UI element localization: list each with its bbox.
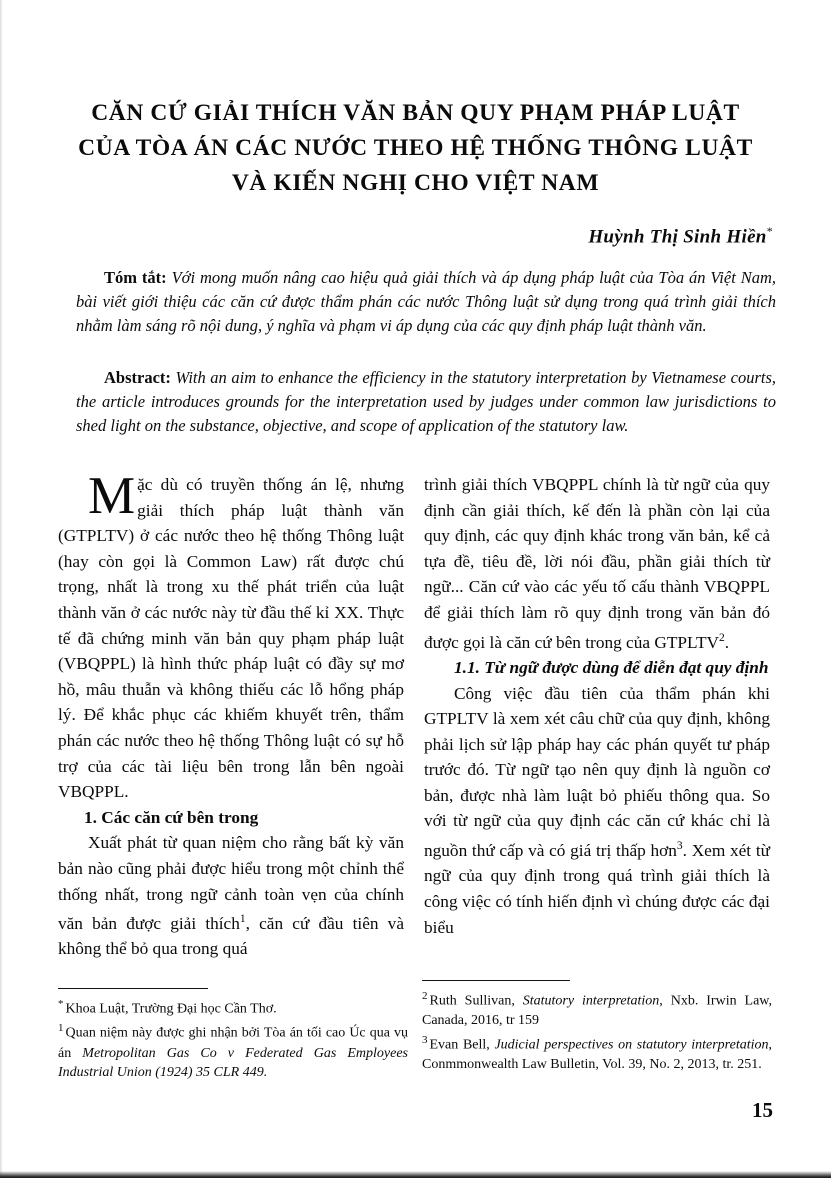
footnote-item-3: [422, 1031, 772, 1075]
footnote-3-text-after: , Conmmonwealth Law Bulletin, Vol. 39, No. 2, 2013, tr. 251.: [422, 1037, 772, 1073]
paragraph-section-1: [58, 830, 404, 962]
scan-edge-left: [0, 0, 3, 1178]
footnote-2-text-before: Ruth Sullivan,: [429, 993, 523, 1009]
paragraph-continued-part2: .: [724, 632, 730, 652]
footnote-separator-right: [422, 980, 570, 981]
page-number: 15: [752, 1098, 773, 1122]
footnote-marker-2: 2: [422, 990, 428, 1002]
abstract-english: [76, 366, 776, 439]
paragraph-continued: [424, 472, 770, 655]
footnote-2-citation: Statutory interpretation: [522, 993, 660, 1009]
title-line-3: VÀ KIẾN NGHỊ CHO VIỆT NAM: [231, 170, 600, 196]
footnotes-left: [58, 988, 408, 1083]
footnote-1-text-before: Quan niệm này được ghi nhận bởi Tòa án tối cao Úc qua vụ án: [58, 1025, 408, 1061]
footnote-item-2: [422, 987, 772, 1031]
heading-subsection-1-1: 1.1. Từ ngữ được dùng để diễn đạt quy định: [454, 657, 769, 677]
abstract-en-label: Abstract:: [104, 368, 171, 387]
footnote-2-text-after: , Nxb. Irwin Law, Canada, 2016, tr 159: [422, 993, 772, 1029]
abstract-vi-text: Với mong muốn nâng cao hiệu quả giải thích và áp dụng pháp luật của Tòa án Việt Nam, bài viết giới thiệu các căn cứ được thẩm phán các nước Thông luật sử dụng trong quá trình giải thích nhằm làm sáng rõ nội dung, ý nghĩa và phạm vi áp dụng của các quy định pháp luật thành văn.: [76, 268, 776, 336]
body-column-right: [424, 472, 770, 940]
scan-edge-bottom: [0, 1171, 831, 1178]
footnote-ref-3[interactable]: 3: [676, 840, 683, 853]
paragraph-subsection-1-1-part1: Công việc đầu tiên của thẩm phán khi GTPLTV là xem xét câu chữ của quy định, không phải lịch sử lập pháp hay các phán quyết tư pháp trước đó. Từ ngữ tạo nên quy định là nguồn cơ bản, được nhà làm luật bỏ phiếu thông qua. So với từ ngữ của quy định các căn cứ khác chỉ là nguồn thứ cấp và có giá trị thấp hơn: [424, 683, 770, 860]
footnote-text-star: Khoa Luật, Trường Đại học Cần Thơ.: [65, 1001, 277, 1017]
article-title: [58, 96, 773, 201]
author-name: Huỳnh Thị Sinh Hiền: [588, 226, 767, 248]
author-footnote-marker: *: [766, 224, 773, 238]
footnote-marker-3: 3: [422, 1033, 428, 1046]
paragraph-section-1-part2: , căn cứ đầu tiên và không thể bỏ qua trong quá: [58, 913, 404, 959]
title-line-2: CỦA TÒA ÁN CÁC NƯỚC THEO HỆ THỐNG THÔNG LUẬT: [78, 135, 753, 161]
footnote-3-citation: Judicial perspectives on statutory interpretation: [494, 1037, 769, 1053]
paragraph-continued-part1: trình giải thích VBQPPL chính là từ ngữ của quy định cần giải thích, kế đến là phần còn lại của quy định, các quy định khác trong văn bản, kể cả tựa đề, tiêu đề, lời nói đầu, phần giải thích từ ngữ... Căn cứ vào các yếu tố cấu thành VBQPPL để giải thích làm rõ quy định trong văn bản đó được gọi là căn cứ bên trong của GTPLTV: [424, 475, 770, 652]
body-column-left: [58, 467, 404, 962]
paragraph-subsection-1-1: [424, 681, 770, 941]
footnote-separator-left: [58, 988, 208, 989]
author-byline: [58, 224, 773, 248]
footnote-marker-star: *: [58, 998, 64, 1010]
footnote-ref-1[interactable]: 1: [239, 913, 246, 926]
footnotes-right: [422, 980, 772, 1075]
footnote-1-citation: Metropolitan Gas Co v Federated Gas Employees Industrial Union (1924) 35 CLR 449.: [58, 1045, 408, 1081]
paragraph-subsection-1-1-part2: . Xem xét từ ngữ của quy định trong quá trình giải thích là công việc có tính hiến định vì chúng được các đại biểu: [424, 840, 770, 937]
heading-section-1: 1. Các căn cứ bên trong: [84, 807, 259, 827]
drop-cap: M: [88, 467, 136, 525]
footnote-item-star: [58, 995, 408, 1019]
footnote-marker-1: 1: [58, 1022, 64, 1035]
paragraph-intro-text: ặc dù có truyền thống án lệ, nhưng giải thích pháp luật thành văn (GTPLTV) ở các nước theo hệ thống Thông luật (hay còn gọi là Common Law) rất được chú trọng, nhất là trong xu thế phát triển của luật thành văn ở các nước này từ đầu thế kỉ XX. Thực tế đã chứng minh văn bản quy phạm pháp luật (VBQPPL) là hình thức pháp luật có đầy sự mơ hồ, mâu thuẫn và không thiếu các lỗ hổng pháp lý. Để khắc phục các khiếm khuyết trên, thẩm phán các nước theo hệ thống Thông luật có sự hỗ trợ của các tài liệu bên trong lẫn bên ngoài VBQPPL.: [58, 475, 404, 802]
abstract-en-text: With an aim to enhance the efficiency in the statutory interpretation by Vietnamese courts, the article introduces grounds for the interpretation used by judges under common law jurisdictions to shed light on the substance, objective, and scope of application of the statutory law.: [76, 368, 776, 436]
paragraph-section-1-part1: Xuất phát từ quan niệm cho rằng bất kỳ văn bản nào cũng phải được hiểu trong một chỉnh thể thống nhất, trong ngữ cảnh toàn vẹn của chính văn bản được giải thích: [58, 833, 404, 933]
abstract-vi-label: Tóm tắt:: [104, 268, 167, 287]
footnote-ref-2[interactable]: 2: [719, 631, 725, 644]
title-line-1: CĂN CỨ GIẢI THÍCH VĂN BẢN QUY PHẠM PHÁP LUẬT: [91, 100, 740, 126]
paragraph-intro: [58, 467, 404, 805]
footnote-3-text-before: Evan Bell,: [429, 1037, 495, 1053]
footnote-item-1: [58, 1019, 408, 1082]
abstract-vietnamese: [76, 266, 776, 339]
